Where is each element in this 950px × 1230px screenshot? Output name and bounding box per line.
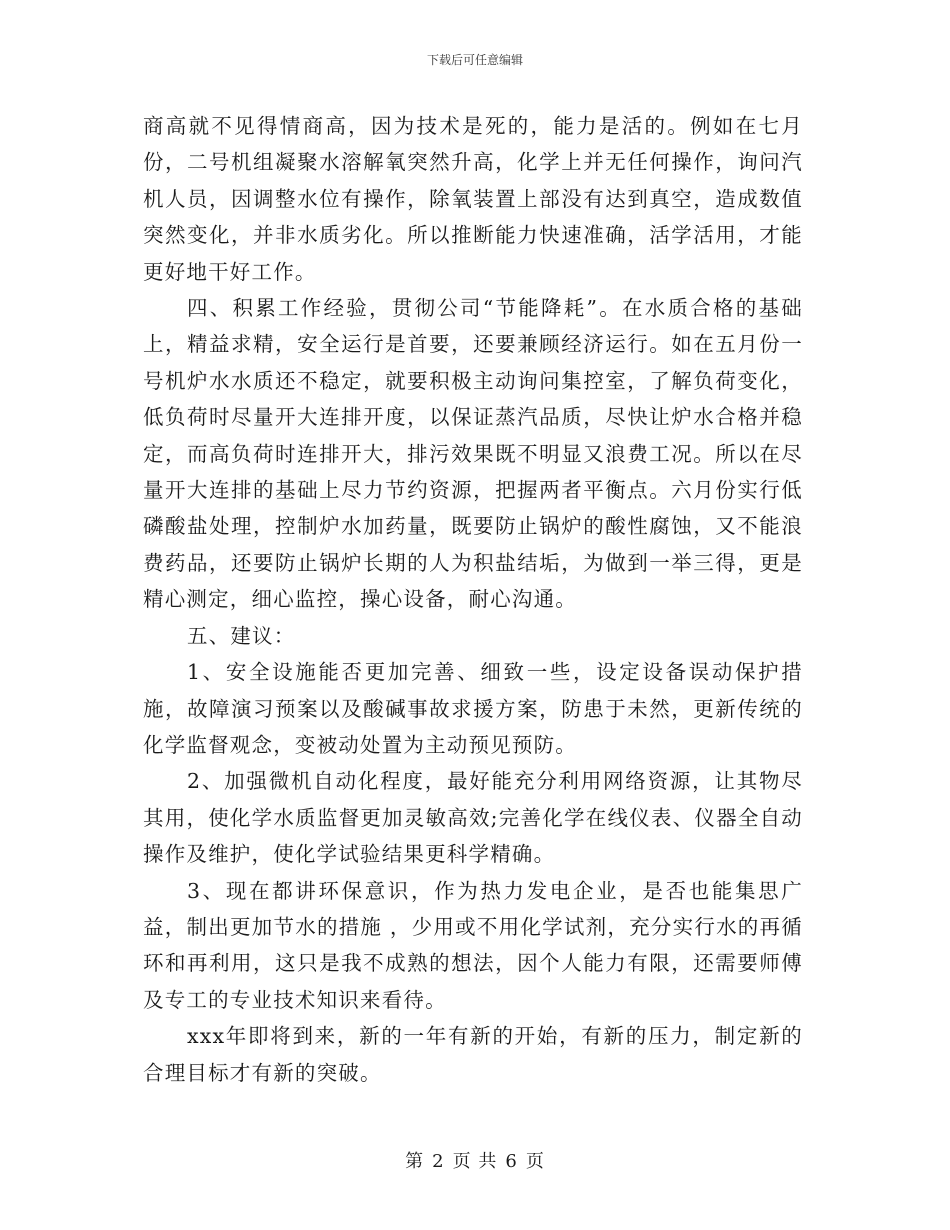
- paragraph-section-four: 四、积累工作经验，贯彻公司“节能降耗”。在水质合格的基础上，精益求精，安全运行是首要，还要兼顾经济运行。如在五月份一号机炉水水质还不稳定，就要积极主动询问集控室，了解负荷变化，低负荷时尽量开大连排开度，以保证蒸汽品质，尽快让炉水合格并稳定，而高负荷时连排开大，排污效果既不明显又浪费工况。所以在尽量开大连排的基础上尽力节约资源，把握两者平衡点。六月份实行低磷酸盐处理，控制炉水加药量，既要防止锅炉的酸性腐蚀，又不能浪费药品，还要防止锅炉长期的人为积盐结垢，为做到一举三得，更是精心测定，细心监控，操心设备，耐心沟通。: [143, 296, 803, 612]
- paragraph-suggestion-1: 1、安全设施能否更加完善、细致一些，设定设备误动保护措施，故障演习预案以及酸碱事故求援方案，防患于未然，更新传统的化学监督观念，变被动处置为主动预见预防。: [143, 660, 803, 757]
- page-header: 下载后可任意编辑: [426, 53, 523, 67]
- paragraph-suggestion-2: 2、加强微机自动化程度，最好能充分利用网络资源，让其物尽其用，使化学水质监督更加灵敏高效;完善化学在线仪表、仪器全自动操作及维护，使化学试验结果更科学精确。: [143, 769, 803, 867]
- footer-page-number: 2: [432, 1151, 445, 1172]
- paragraph-section-five-heading: 五、建议：: [187, 623, 296, 648]
- paragraph-suggestion-3: 3、现在都讲环保意识，作为热力发电企业，是否也能集思广益，制出更加节水的措施 ，少用或不用化学试剂，充分实行水的再循环和再利用，这只是我不成熟的想法，因个人能力有限，还需要师傅及专工的专业技术知识来看待。: [143, 878, 803, 1012]
- footer-suffix: 页: [525, 1151, 545, 1172]
- paragraph-closing: xxx年即将到来，新的一年有新的开始，有新的压力，制定新的合理目标才有新的突破。: [143, 1024, 803, 1085]
- page-footer: [0, 1150, 950, 1174]
- paragraph-continuation: 商高就不见得情商高，因为技术是死的，能力是活的。例如在七月份，二号机组凝聚水溶解氧突然升高，化学上并无任何操作，询问汽机人员，因调整水位有操作，除氧装置上部没有达到真空，造成数值突然变化，并非水质劣化。所以推断能力快速准确，活学活用，才能更好地干好工作。: [143, 114, 803, 284]
- document-body: [143, 108, 803, 1091]
- footer-middle: 页 共: [452, 1151, 498, 1172]
- footer-total-pages: 6: [505, 1151, 518, 1172]
- footer-prefix: 第: [405, 1151, 425, 1172]
